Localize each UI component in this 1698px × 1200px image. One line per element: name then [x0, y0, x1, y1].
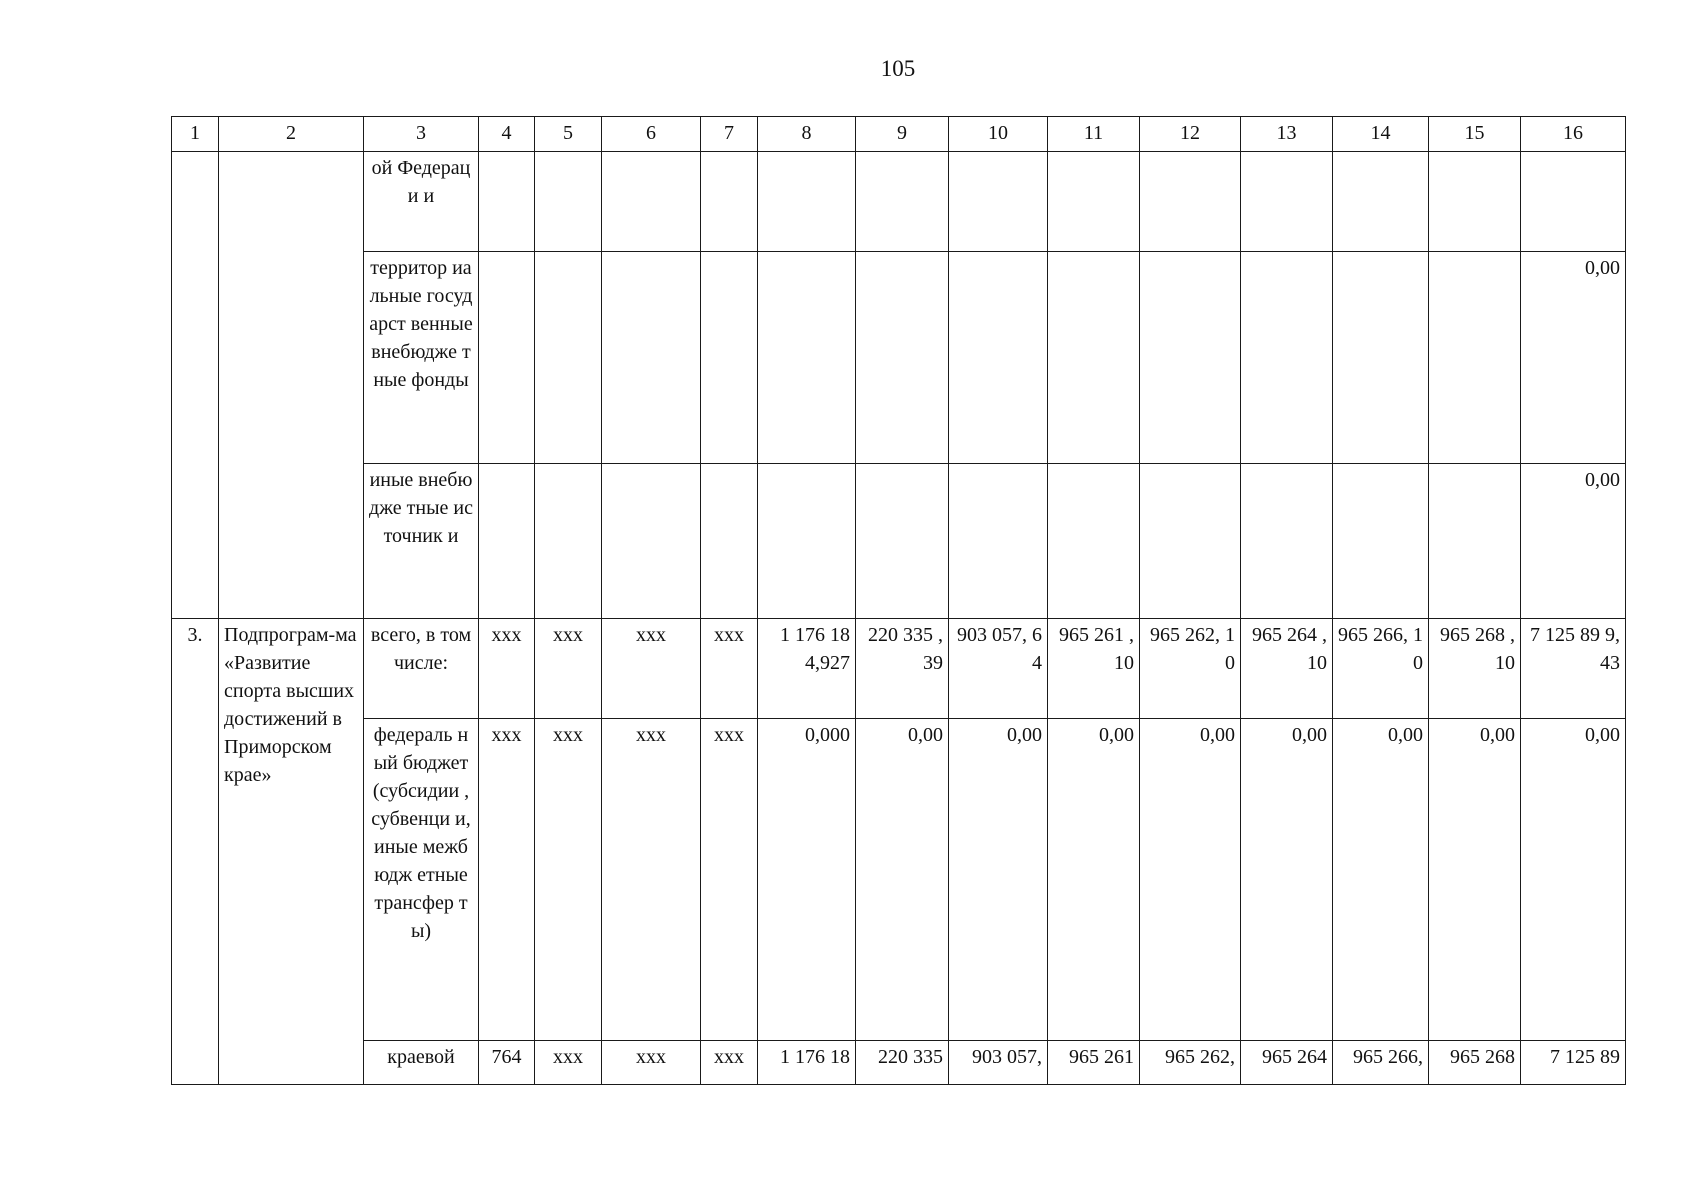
table-cell: [1048, 464, 1140, 619]
header-cell: 3: [364, 117, 479, 152]
table-cell: [949, 252, 1048, 464]
header-cell: 12: [1140, 117, 1241, 152]
table-cell: [1429, 152, 1521, 252]
header-cell: 4: [479, 117, 535, 152]
total-value-cell: 0,00: [1521, 464, 1626, 619]
table-row: [172, 152, 1626, 252]
header-cell: 16: [1521, 117, 1626, 152]
header-cell: 1: [172, 117, 219, 152]
funding-source-cell: федераль ный бюджет (субсидии , субвенци и, иные межбюдж етные трансфер ты): [364, 719, 479, 1041]
table-cell: 965 264: [1241, 1041, 1333, 1085]
funding-source-cell: краевой: [364, 1041, 479, 1085]
table-cell: [701, 152, 758, 252]
table-cell: [1333, 464, 1429, 619]
table-cell: [856, 464, 949, 619]
table-cell: [479, 152, 535, 252]
header-cell: 7: [701, 117, 758, 152]
table-cell: 903 057,: [949, 1041, 1048, 1085]
table-cell: ххх: [701, 719, 758, 1041]
table-cell: 0,00: [856, 719, 949, 1041]
table-cell: 220 335: [856, 1041, 949, 1085]
total-value-cell: 7 125 89: [1521, 1041, 1626, 1085]
table-cell: [535, 152, 602, 252]
header-cell: 2: [219, 117, 364, 152]
table-cell: [1140, 152, 1241, 252]
table-cell: 0,00: [1241, 719, 1333, 1041]
total-value-cell: 7 125 89 9,43: [1521, 619, 1626, 719]
table-cell: 965 264 ,10: [1241, 619, 1333, 719]
table-cell: [701, 464, 758, 619]
table-cell: [479, 464, 535, 619]
table-cell: 0,00: [949, 719, 1048, 1041]
table-cell: 965 262,: [1140, 1041, 1241, 1085]
table-cell: [1241, 252, 1333, 464]
table-cell: [1048, 152, 1140, 252]
table-cell: [949, 464, 1048, 619]
table-cell: [1241, 464, 1333, 619]
table-row: [172, 719, 1626, 1041]
row-name-cell: [219, 152, 364, 619]
table-cell: [1048, 252, 1140, 464]
funding-source-cell: территор иальные государст венные внебюдже тные фонды: [364, 252, 479, 464]
header-cell: 8: [758, 117, 856, 152]
table-cell: ххх: [602, 619, 701, 719]
header-row: [172, 117, 1626, 152]
table-cell: [758, 152, 856, 252]
table-cell: 965 261: [1048, 1041, 1140, 1085]
budget-table: [171, 116, 1626, 1085]
table-cell: 0,00: [1333, 719, 1429, 1041]
header-cell: 6: [602, 117, 701, 152]
funding-source-cell: ой Федераци и: [364, 152, 479, 252]
table-cell: ххх: [701, 1041, 758, 1085]
table-cell: ххх: [535, 1041, 602, 1085]
table-cell: [1241, 152, 1333, 252]
header-cell: 9: [856, 117, 949, 152]
header-cell: 5: [535, 117, 602, 152]
header-cell: 10: [949, 117, 1048, 152]
table-cell: [535, 464, 602, 619]
table-cell: [1140, 464, 1241, 619]
table-cell: 220 335 ,39: [856, 619, 949, 719]
header-cell: 15: [1429, 117, 1521, 152]
page-number: 105: [880, 56, 916, 81]
table-cell: 965 266,: [1333, 1041, 1429, 1085]
table-row: [172, 1041, 1626, 1085]
table-cell: 965 266, 10: [1333, 619, 1429, 719]
table-cell: [701, 252, 758, 464]
table-cell: [949, 152, 1048, 252]
row-number-cell: [172, 152, 219, 619]
table-cell: ххх: [479, 719, 535, 1041]
table-cell: [479, 252, 535, 464]
table-cell: ххх: [701, 619, 758, 719]
table-cell: ххх: [602, 719, 701, 1041]
table-cell: [602, 252, 701, 464]
table-cell: [602, 152, 701, 252]
table-cell: [602, 464, 701, 619]
header-cell: 11: [1048, 117, 1140, 152]
table-cell: ххх: [479, 619, 535, 719]
table-cell: 903 057, 64: [949, 619, 1048, 719]
table-cell: 965 262, 10: [1140, 619, 1241, 719]
table-cell: [1429, 252, 1521, 464]
table-cell: [1140, 252, 1241, 464]
table-cell: 1 176 18 4,927: [758, 619, 856, 719]
table-cell: 764: [479, 1041, 535, 1085]
table-cell: 965 268 ,10: [1429, 619, 1521, 719]
table-cell: 965 268: [1429, 1041, 1521, 1085]
table-cell: 1 176 18: [758, 1041, 856, 1085]
table-cell: [758, 252, 856, 464]
table-cell: [1521, 152, 1626, 252]
total-value-cell: 0,00: [1521, 252, 1626, 464]
subprogram-name-cell: Подпрограм-ма «Развитие спорта высших достижений в Приморском крае»: [219, 619, 364, 1085]
table-cell: ххх: [535, 719, 602, 1041]
table-cell: [758, 464, 856, 619]
table-row: [172, 252, 1626, 464]
table-cell: 0,00: [1140, 719, 1241, 1041]
total-value-cell: 0,00: [1521, 719, 1626, 1041]
table-cell: 965 261 ,10: [1048, 619, 1140, 719]
row-number-cell: 3.: [172, 619, 219, 1085]
table-cell: [535, 252, 602, 464]
table-cell: [856, 152, 949, 252]
table-cell: ххх: [535, 619, 602, 719]
table-cell: [856, 252, 949, 464]
table-cell: 0,000: [758, 719, 856, 1041]
table-cell: [1429, 464, 1521, 619]
table-cell: ххх: [602, 1041, 701, 1085]
table-row: [172, 464, 1626, 619]
table-row: [172, 619, 1626, 719]
table-cell: 0,00: [1048, 719, 1140, 1041]
header-cell: 14: [1333, 117, 1429, 152]
table-cell: [1333, 152, 1429, 252]
funding-source-cell: всего, в том числе:: [364, 619, 479, 719]
header-cell: 13: [1241, 117, 1333, 152]
funding-source-cell: иные внебюдже тные источник и: [364, 464, 479, 619]
table-cell: [1333, 252, 1429, 464]
table-cell: 0,00: [1429, 719, 1521, 1041]
